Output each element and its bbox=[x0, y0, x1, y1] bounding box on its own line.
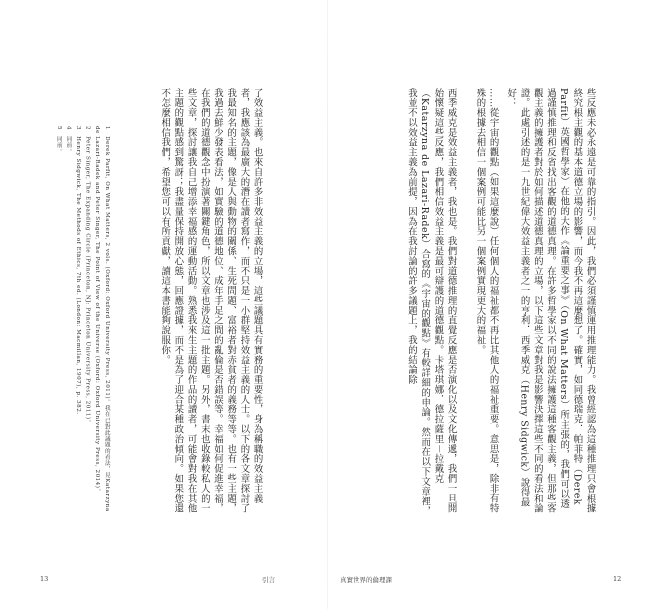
right-page bbox=[328, 0, 655, 609]
left-page-number: 13 bbox=[40, 575, 49, 583]
left-page-body bbox=[148, 88, 290, 518]
left-running-head: 引言 bbox=[262, 576, 275, 584]
footnotes bbox=[28, 126, 130, 518]
right-body-text-2: 西季威克是效益主義者，我也是。我們對道德推理的直覺反應是否演化以及文化傳遞，我們一旦開始懷疑這些反應，我們相信效益主義是最可辯護的道德觀點。卡塔琪娜．德拉薩里－拉戴克（Katarzyna de Lazari-Radek）合寫的《宇宙的觀點》有較詳細的申論。然而在以下文章裡，我並不以效益主義為前提，因為在我討論的許多議題上，我的結論除 bbox=[405, 88, 457, 517]
footnote-list: 1 Derek Parfit, On What Matters, 2 vols. (Oxford: Oxford University Press, 2011)。我在已對此議題的看法，見Katarzyna de Lazari-Radek and Peter Singer, The Point of View of the Universe (Oxford: Oxford University Press, 2014)。 2 Peter Singer, The Expanding Circle (Princeton, NJ: Princeton University Press, 2011)。 3 Henry Sidgwick, The Methods of Ethics, 7th ed. (London: Macmillan, 1907), p. 382. 4 同前。 5 同前。 bbox=[55, 126, 110, 512]
right-running-head: 真實世界的倫理課 bbox=[340, 576, 392, 584]
right-page-number: 12 bbox=[613, 575, 622, 583]
block-quote bbox=[474, 88, 526, 518]
quote-text: ……從宇宙的觀點（如果這麼說）任何個人的福祉都不再比其他人的福祉重要。意思是，除非有特殊的根據去相信一個案例可能比另一個案例實現更大的福祉。 bbox=[474, 88, 499, 514]
left-body-text: 了效益主義。也來自許多非效益主義的立場，這些議題具有實務的重要性，身為稱職的效益主義者，我應該為最廣大的潛在讀者寫作，而不只是一小群堅持效益主義的人士。以下的各文章探討了我最知名的主題，像是人與動物的關係、生死問題、富裕者對赤貧者的義務等等。也有一些主題，我過去鮮少發表看法，如實驗的道德地位、成年手足之間的亂倫是否錯誤等。幸福如何促進幸福，在我們的道德觀念中扮演著關鍵角色，所以文章也涉及這一批主題。另外，書末也收錄較私人的一些文章，探討讓我自己增添幸福感的運動活動。熟悉我來生主題的作品的讀者，可能會對我在其他主題的觀點感到驚訝；我盡量保持開放心態，回應證據，而不是為了迎合某種政治傾向。如果您還不怎麼相信我們，希望您可以有所貢獻，讀這本書能夠說服你。 bbox=[159, 88, 263, 514]
left-page bbox=[0, 0, 327, 609]
right-body-text-1: 些反應未必永遠是可靠的指引。因此，我們必須謹慎運用推理能力。我曾經認為這種推理只會根據終究根主觀的基本道德立場的影響，而今我不再這麼想了。確實，如同德瑞克．帕菲特（Derek Parfit）英國哲學家）在他的大作《論重要之事》（On What Matters）所主張的，我們可以透過謹慎推理和反省找出客觀的道德真理。在許多哲學家以不同的說法擁護這種客觀主義，但那些客觀主義的擁護者對於如何描述道德真理的立場，以下這些文章對我是影響決擇這些不同的看法和論證。此處引述的是一九世紀偉大效益主義者之一的亨利．西季威克（Henry Sidgwick）說得最好： bbox=[505, 88, 596, 514]
right-body-before-quote bbox=[505, 88, 623, 518]
right-body-after-quote bbox=[360, 88, 484, 518]
